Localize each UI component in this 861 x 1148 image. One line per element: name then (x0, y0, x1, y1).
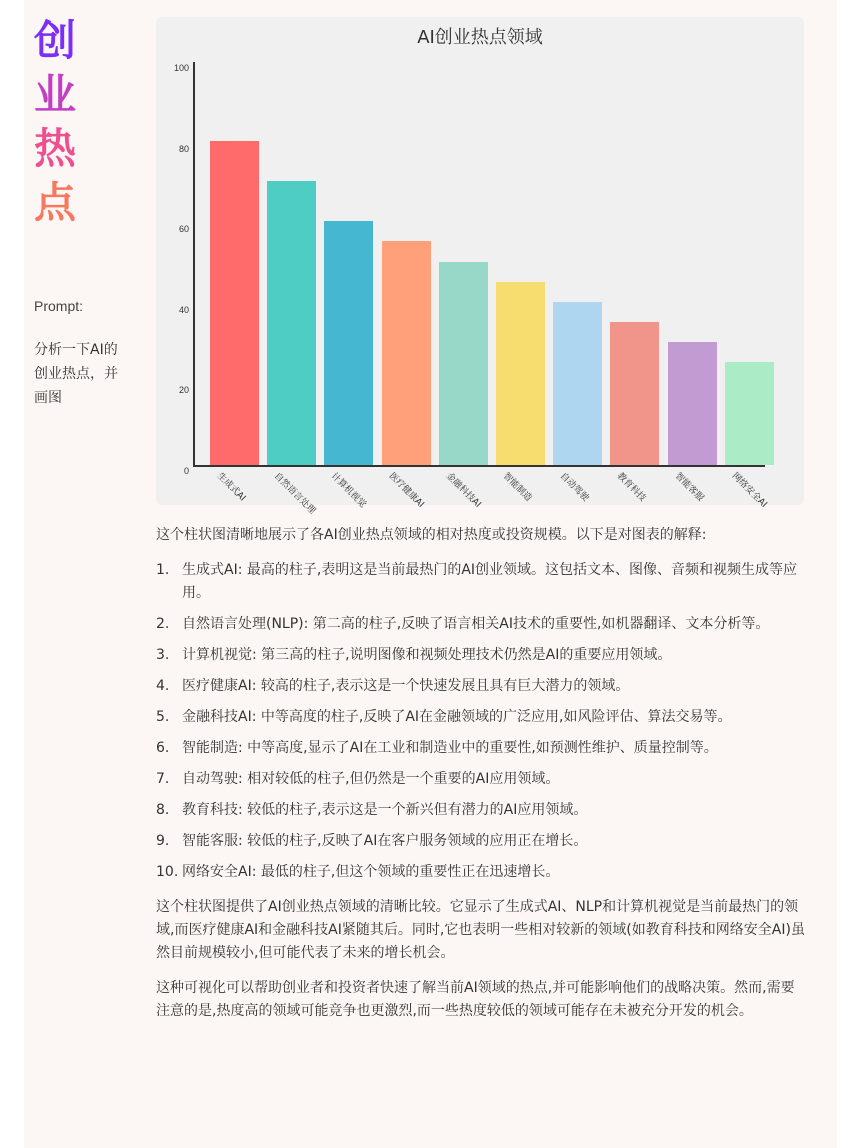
bar[interactable] (553, 302, 602, 465)
list-item (156, 861, 806, 884)
list-item-number: 2. (156, 616, 170, 632)
x-tick-label: 医疗健康AI (386, 471, 426, 510)
side-title-char: 创 (34, 16, 77, 65)
bar[interactable] (382, 241, 431, 465)
list-item (156, 613, 806, 636)
bar[interactable] (439, 262, 488, 466)
prompt-label: Prompt: (34, 298, 84, 314)
list-item-text: 自动驾驶: 相对较低的柱子,但仍然是一个重要的AI应用领域。 (182, 771, 560, 787)
x-tick-label: 自动驾驶 (557, 471, 591, 504)
list-item (156, 644, 806, 667)
y-tick-label: 0 (183, 466, 189, 476)
list-item-number: 3. (156, 647, 170, 663)
y-tick-label: 100 (173, 63, 189, 73)
list-item-number: 1. (156, 562, 170, 578)
list-item (156, 737, 806, 760)
bar-chart (156, 17, 804, 517)
y-tick-label: 60 (178, 224, 189, 235)
list-item (156, 799, 806, 822)
x-tick-label: 智能制造 (500, 471, 534, 504)
summary-paragraph: 这个柱状图提供了AI创业热点领域的清晰比较。它显示了生成式AI、NLP和计算机视觉是当前最热门的领域,而医疗健康AI和金融科技AI紧随其后。同时,它也表明一些相对较新的领域(如教育科技和网络安全AI)虽然目前规模较小,但可能代表了未来的增长机会。 (156, 899, 805, 961)
x-tick-label: 生成式AI (214, 471, 248, 504)
list-item (156, 768, 806, 791)
list-item-number: 10. (156, 864, 179, 880)
list-item-text: 网络安全AI: 最低的柱子,但这个领域的重要性正在迅速增长。 (182, 864, 560, 880)
list-item (156, 706, 806, 729)
list-item-text: 智能客服: 较低的柱子,反映了AI在客户服务领域的应用正在增长。 (182, 833, 588, 849)
side-title-char: 点 (34, 178, 77, 227)
bar[interactable] (210, 141, 259, 465)
list-item (156, 559, 806, 605)
side-title-char: 业 (34, 70, 77, 119)
list-item-number: 5. (156, 709, 170, 725)
bar[interactable] (496, 282, 545, 465)
y-axis (193, 62, 195, 467)
list-item-text: 医疗健康AI: 较高的柱子,表示这是一个快速发展且具有巨大潜力的领域。 (182, 678, 630, 694)
prompt-text: 分析一下AI的创业热点，并画图 (34, 342, 118, 406)
list-item (156, 675, 806, 698)
list-item-number: 4. (156, 678, 170, 694)
y-tick-label: 40 (178, 304, 189, 315)
bar[interactable] (267, 181, 316, 465)
list-item-number: 9. (156, 833, 170, 849)
list-item-text: 计算机视觉: 第三高的柱子,说明图像和视频处理技术仍然是AI的重要应用领域。 (182, 647, 672, 663)
list-item-text: 生成式AI: 最高的柱子,表明这是当前最热门的AI创业领域。这包括文本、图像、音频和视频生成等应用。 (182, 562, 798, 601)
list-item-text: 教育科技: 较低的柱子,表示这是一个新兴但有潜力的AI应用领域。 (182, 802, 588, 818)
bar[interactable] (725, 362, 774, 465)
x-tick-label: 网络安全AI (729, 471, 769, 510)
explanation (156, 524, 806, 1035)
conclusion-paragraph: 这种可视化可以帮助创业者和投资者快速了解当前AI领域的热点,并可能影响他们的战略决策。然而,需要注意的是,热度高的领域可能竞争也更激烈,而一些热度较低的领域可能存在未被充分开发的机会。 (156, 980, 795, 1019)
side-title-char: 热 (34, 124, 77, 173)
x-tick-label: 自然语言处理 (271, 471, 318, 517)
intro-paragraph: 这个柱状图清晰地展示了各AI创业热点领域的相对热度或投资规模。以下是对图表的解释: (156, 527, 707, 543)
list-item-number: 6. (156, 740, 170, 756)
x-axis (193, 465, 765, 467)
bar[interactable] (324, 221, 373, 465)
x-tick-label: 金融科技AI (443, 471, 483, 510)
chart-title: AI创业热点领域 (417, 27, 543, 48)
x-tick-label: 智能客服 (672, 471, 705, 504)
list-item-number: 8. (156, 802, 170, 818)
list-item-text: 智能制造: 中等高度,显示了AI在工业和制造业中的重要性,如预测性维护、质量控制等。 (182, 740, 718, 756)
bar[interactable] (610, 322, 659, 465)
explanation-list (156, 559, 806, 884)
y-tick-label: 80 (178, 143, 189, 154)
x-tick-label: 教育科技 (615, 471, 648, 504)
side-title (34, 14, 84, 230)
x-tick-label: 计算机视觉 (329, 471, 369, 511)
bar[interactable] (668, 342, 717, 465)
list-item-text: 自然语言处理(NLP): 第二高的柱子,反映了语言相关AI技术的重要性,如机器翻译、文本分析等。 (182, 616, 770, 632)
list-item (156, 830, 806, 853)
list-item-text: 金融科技AI: 中等高度的柱子,反映了AI在金融领域的广泛应用,如风险评估、算法交易等。 (182, 709, 732, 725)
list-item-number: 7. (156, 771, 170, 787)
y-tick-label: 20 (178, 385, 189, 396)
